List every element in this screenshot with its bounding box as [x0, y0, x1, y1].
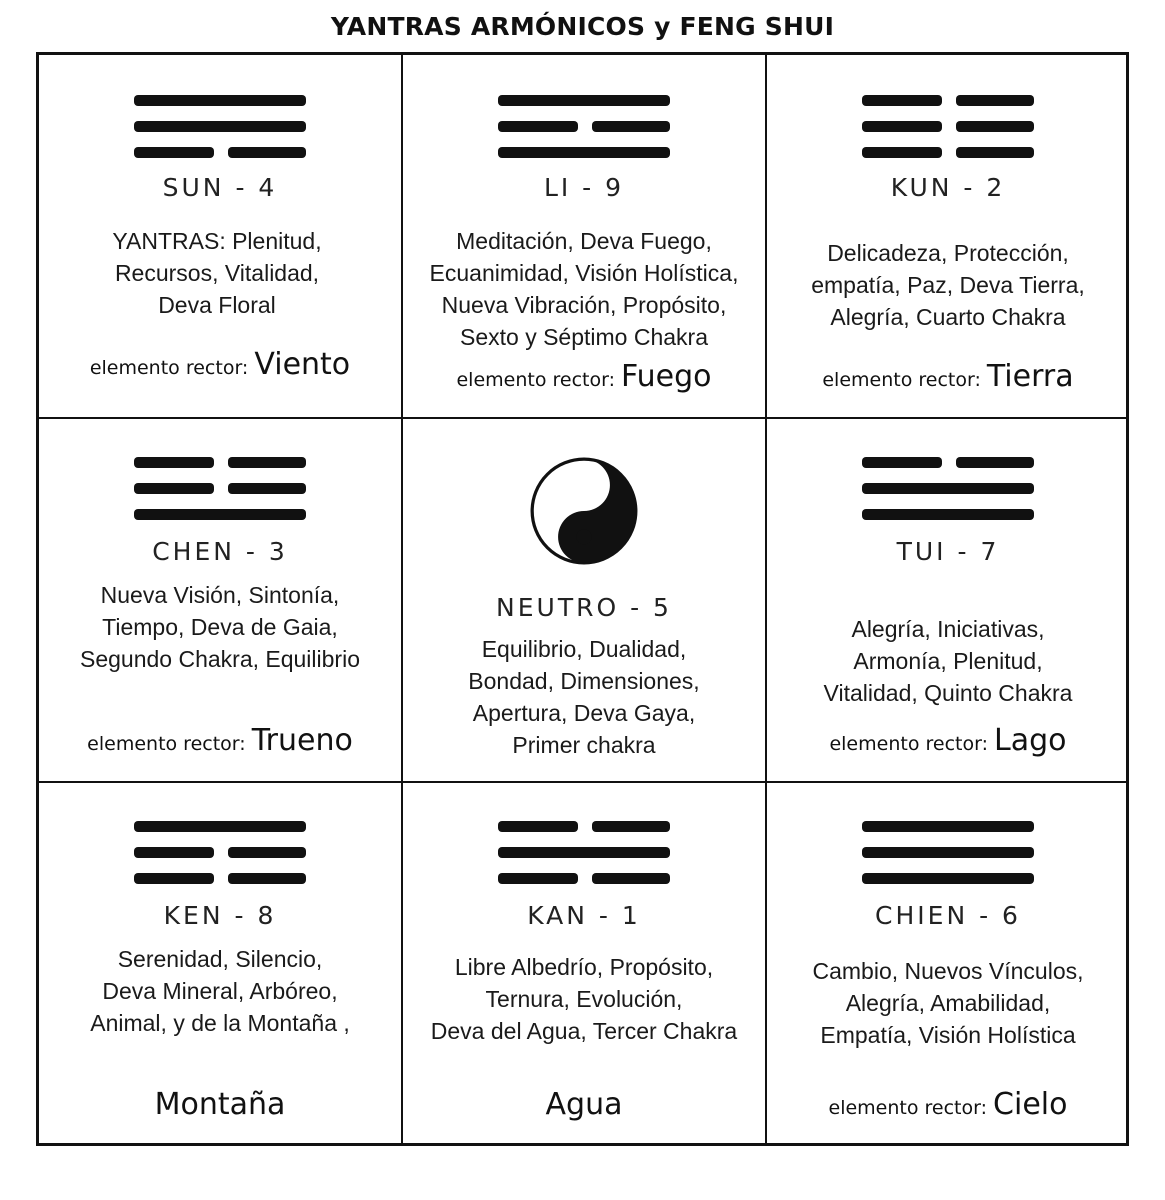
broken-line: [862, 147, 942, 158]
rector-label: elemento rector: [87, 733, 240, 755]
rector-line: [403, 1087, 765, 1122]
rector-element: Lago: [994, 723, 1067, 758]
cell-description: [767, 955, 1129, 1051]
description-line: Meditación, Deva Fuego,: [456, 228, 712, 254]
cell-name: TUI - 7: [896, 537, 1000, 566]
rector-line: elemento rector: Lago: [829, 723, 1067, 758]
cell-description: [33, 225, 401, 321]
broken-line: [956, 147, 1034, 158]
description-line: Libre Albedrío, Propósito,: [454, 954, 714, 980]
broken-line: [228, 457, 306, 468]
description-line: Delicadeza, Protección,: [827, 240, 1069, 266]
rector-element: Viento: [254, 347, 351, 382]
cell-description: [39, 579, 401, 675]
description-line: Deva Mineral, Arbóreo,: [102, 978, 338, 1004]
rector-line: elemento rector: Tierra: [822, 359, 1074, 394]
yin-yang-icon: [530, 457, 638, 565]
broken-line: [592, 121, 670, 132]
description-line: Bondad, Dimensiones,: [468, 668, 700, 694]
cell-description: [39, 943, 401, 1039]
solid-line: [498, 847, 670, 858]
solid-line: [134, 821, 306, 832]
broken-line: [134, 147, 214, 158]
description-line: YANTRAS: Plenitud,: [112, 228, 322, 254]
description-line: empatía, Paz, Deva Tierra,: [811, 272, 1085, 298]
description-line: Recursos, Vitalidad,: [114, 260, 320, 286]
description-line: Nueva Vibración, Propósito,: [441, 292, 727, 318]
trigram-chien-icon: [858, 817, 1038, 887]
description-line: Vitalidad, Quinto Chakra: [823, 680, 1073, 706]
rector-label: elemento rector: [89, 357, 242, 379]
bagua-grid: [36, 52, 1129, 1146]
cell-name: CHEN - 3: [152, 537, 288, 566]
page-title: YANTRAS ARMÓNICOS y FENG SHUI: [330, 12, 835, 41]
cell-name: KEN - 8: [163, 901, 277, 930]
broken-line: [862, 457, 942, 468]
description-line: Serenidad, Silencio,: [117, 946, 323, 972]
broken-line: [134, 847, 214, 858]
broken-line: [498, 821, 578, 832]
broken-line: [228, 147, 306, 158]
solid-line: [134, 121, 306, 132]
cell-name: CHIEN - 6: [875, 901, 1021, 930]
solid-line: [862, 873, 1034, 884]
description-line: Apertura, Deva Gaya,: [472, 700, 696, 726]
cell-name: LI - 9: [543, 173, 625, 202]
solid-line: [862, 847, 1034, 858]
trigram-kun-icon: [858, 91, 1038, 161]
solid-line: [134, 95, 306, 106]
solid-line: [862, 821, 1034, 832]
description-line: Deva del Agua, Tercer Chakra: [430, 1018, 738, 1044]
description-line: Primer chakra: [512, 732, 656, 758]
trigram-li-icon: [494, 91, 674, 161]
description-line: Ternura, Evolución,: [485, 986, 683, 1012]
rector-line: elemento rector: Fuego: [456, 359, 712, 394]
cell-chien: [767, 783, 1129, 1145]
solid-line: [134, 509, 306, 520]
description-line: Alegría, Amabilidad,: [845, 990, 1051, 1016]
trigram-kan-icon: [494, 817, 674, 887]
cell-description: [767, 237, 1129, 333]
description-line: Alegría, Cuarto Chakra: [830, 304, 1066, 330]
description-line: Alegría, Iniciativas,: [851, 616, 1045, 642]
description-line: Animal, y de la Montaña ,: [90, 1010, 350, 1036]
cell-neutro: [403, 419, 765, 781]
description-line: Cambio, Nuevos Vínculos,: [812, 958, 1084, 984]
trigram-ken-icon: [130, 817, 310, 887]
description-line: Segundo Chakra, Equilibrio: [79, 646, 360, 672]
cell-tui: [767, 419, 1129, 781]
description-line: Ecuanimidad, Visión Holística,: [429, 260, 739, 286]
broken-line: [134, 873, 214, 884]
description-line: Empatía, Visión Holística: [820, 1022, 1076, 1048]
description-line: Armonía, Plenitud,: [853, 648, 1043, 674]
solid-line: [862, 483, 1034, 494]
cell-name: KUN - 2: [890, 173, 1006, 202]
broken-line: [134, 483, 214, 494]
rector-element: Montaña: [154, 1087, 286, 1122]
solid-line: [862, 509, 1034, 520]
trigram-chen-icon: [130, 453, 310, 523]
cell-kan: [403, 783, 765, 1145]
rector-line: [39, 1087, 401, 1122]
broken-line: [592, 873, 670, 884]
description-line: Tiempo, Deva de Gaia,: [102, 614, 338, 640]
rector-label: elemento rector: [828, 1097, 981, 1119]
broken-line: [228, 847, 306, 858]
rector-line: elemento rector: Trueno: [87, 723, 353, 758]
broken-line: [862, 121, 942, 132]
cell-description: [403, 951, 765, 1047]
cell-description: [403, 633, 765, 761]
broken-line: [956, 95, 1034, 106]
description-line: Equilibrio, Dualidad,: [481, 636, 687, 662]
rector-element: Agua: [545, 1087, 623, 1122]
cell-chen: [39, 419, 401, 781]
rector-label: elemento rector: [822, 369, 975, 391]
cell-name: SUN - 4: [162, 173, 278, 202]
rector-label: elemento rector: [456, 369, 609, 391]
description-line: Sexto y Séptimo Chakra: [459, 324, 708, 350]
rector-element: Fuego: [621, 359, 712, 394]
trigram-sun-icon: [130, 91, 310, 161]
broken-line: [134, 457, 214, 468]
solid-line: [498, 95, 670, 106]
broken-line: [956, 121, 1034, 132]
broken-line: [956, 457, 1034, 468]
cell-li: [403, 55, 765, 417]
solid-line: [498, 147, 670, 158]
rector-element: Trueno: [251, 723, 353, 758]
broken-line: [228, 483, 306, 494]
broken-line: [862, 95, 942, 106]
rector-element: Cielo: [993, 1087, 1068, 1122]
rector-line: elemento rector: Viento: [89, 347, 351, 382]
broken-line: [592, 821, 670, 832]
cell-sun: [39, 55, 401, 417]
cell-description: [403, 225, 765, 353]
rector-line: elemento rector: Cielo: [828, 1087, 1068, 1122]
broken-line: [498, 121, 578, 132]
broken-line: [228, 873, 306, 884]
rector-element: Tierra: [986, 359, 1074, 394]
broken-line: [498, 873, 578, 884]
rector-label: elemento rector: [829, 733, 982, 755]
cell-name: KAN - 1: [527, 901, 641, 930]
cell-ken: [39, 783, 401, 1145]
trigram-tui-icon: [858, 453, 1038, 523]
cell-description: [767, 613, 1129, 709]
description-line: Nueva Visión, Sintonía,: [100, 582, 340, 608]
cell-kun: [767, 55, 1129, 417]
description-line: Deva Floral: [158, 292, 276, 318]
cell-name: NEUTRO - 5: [496, 593, 672, 622]
